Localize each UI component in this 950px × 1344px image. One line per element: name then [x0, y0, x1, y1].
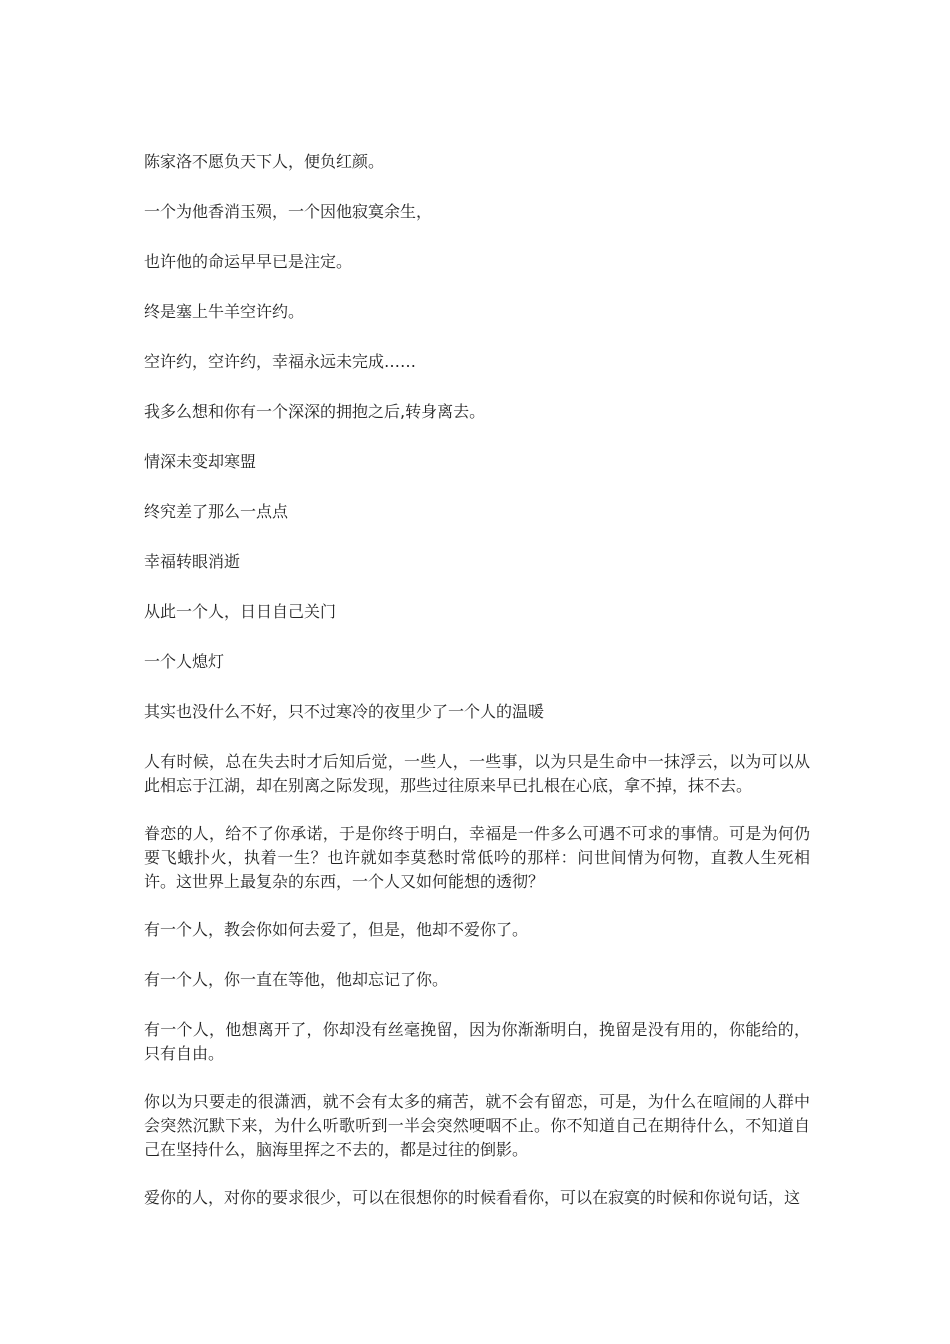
- paragraph-16: 有一个人，你一直在等他，他却忘记了你。: [144, 970, 449, 989]
- paragraph-2: 一个为他香消玉殒，一个因他寂寞余生，: [144, 202, 433, 221]
- paragraph-17: 有一个人，他想离开了，你却没有丝毫挽留，因为你渐渐明白，挽留是没有用的，你能给的，只有自由。: [144, 1020, 810, 1063]
- paragraph-13: 人有时候，总在失去时才后知后觉，一些人，一些事，以为只是生命中一抹浮云，以为可以从此相忘于江湖，却在别离之际发现，那些过往原来早已扎根在心底，拿不掉，抹不去。: [144, 752, 810, 795]
- paragraph-9: 幸福转眼消逝: [144, 552, 241, 571]
- paragraph-10: 从此一个人，日日自己关门: [144, 602, 337, 621]
- paragraph-4: 终是塞上牛羊空许约。: [144, 302, 305, 321]
- document-body: [144, 150, 810, 1234]
- paragraph-15: 有一个人，教会你如何去爱了，但是，他却不爱你了。: [144, 920, 529, 939]
- paragraph-11: 一个人熄灯: [144, 652, 225, 671]
- paragraph-19: 爱你的人，对你的要求很少，可以在很想你的时候看看你，可以在寂寞的时候和你说句话，这: [144, 1188, 801, 1207]
- paragraph-14: 眷恋的人，给不了你承诺，于是你终于明白，幸福是一件多么可遇不可求的事情。可是为何仍要飞蛾扑火，执着一生？也许就如李莫愁时常低吟的那样：问世间情为何物，直教人生死相许。这世界上最复杂的东西，一个人又如何能想的透彻？: [144, 824, 810, 891]
- paragraph-6: 我多么想和你有一个深深的拥抱之后,转身离去。: [144, 402, 486, 421]
- paragraph-1: 陈家洛不愿负天下人，便负红颜。: [144, 152, 385, 171]
- paragraph-5: 空许约，空许约，幸福永远未完成……: [144, 352, 417, 371]
- paragraph-8: 终究差了那么一点点: [144, 502, 289, 521]
- paragraph-12: 其实也没什么不好，只不过寒冷的夜里少了一个人的温暖: [144, 702, 545, 721]
- paragraph-7: 情深未变却寒盟: [144, 452, 257, 471]
- paragraph-3: 也许他的命运早早已是注定。: [144, 252, 353, 271]
- paragraph-18: 你以为只要走的很潇洒，就不会有太多的痛苦，就不会有留恋，可是，为什么在喧闹的人群中会突然沉默下来，为什么听歌听到一半会突然哽咽不止。你不知道自己在期待什么，不知道自己在坚持什么，脑海里挥之不去的，都是过往的倒影。: [144, 1092, 810, 1159]
